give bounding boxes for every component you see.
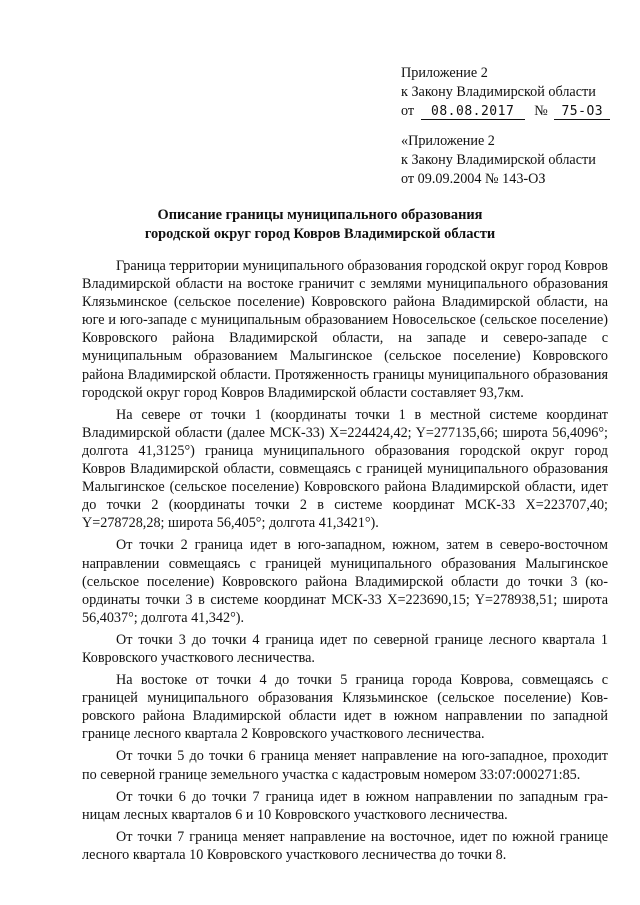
handwritten-date: 08.08.2017 <box>421 104 525 120</box>
paragraph: От точки 5 до точки 6 граница меняет направление на юго-западное, проходит по северной границе земельного участка с кадастровым номером 33:07:000271:85. <box>82 748 608 783</box>
paragraph: От точки 6 до точки 7 граница идет в южном направлении по западным границам лесных кварталов 6 и 10 Ковровского участкового лесничества. <box>82 788 608 823</box>
paragraph: От точки 7 граница меняет направление на восточное, идет по южной границе лесного квартала 10 Ковровского участкового лесничества до точки 8. <box>82 828 608 863</box>
paragraph: От точки 2 граница идет в юго-западном, южном, затем в северо-восточном направлении совмещаясь с границей муниципального образования Малыгинское (сельское поселение) Ковровского района Владимирской области до точки 3 (координаты точки 3 в системе координат МСК-33 X=223690,15; Y=278938,51; широта 56,4037°; долгота 41,342°). <box>82 537 608 626</box>
appendix-original-line3: от 09.09.2004 № 143-ОЗ <box>401 171 546 187</box>
appendix-current-date-line <box>401 102 631 121</box>
date-prefix: от <box>401 103 415 119</box>
paragraph: На востоке от точки 4 до точки 5 граница города Коврова, совмещаясь с границей муниципального образования Клязьминское (сельское поселение) Ковровского района Владимирской области идет в южном направлении по западной границе лесного квартала 2 Ковровского участкового лесничества. <box>82 672 608 743</box>
paragraph: Граница территории муниципального образования городской округ город Ковров Владимирской области на востоке граничит с землями муниципального образования Клязьминское (сельское поселение) Ковровского района Владимирской области, на юге и юго-западе с муниципальным образованием Новосельское (сельское поселение) Ковровского района Владимирской области, на западе и северо-западе с муниципальным образованием Малыгинское (сельское поселение) Ковровского района Владимирской области. Протяженность границы муниципального образования городской округ город Ковров Владимирской области составляет 93,7км. <box>82 258 608 401</box>
handwritten-law-number: 75-ОЗ <box>554 104 610 120</box>
appendix-original-line1: «Приложение 2 <box>401 133 495 149</box>
appendix-current-block <box>401 64 631 121</box>
appendix-original-block <box>401 132 631 189</box>
document-title-line1: Описание границы муниципального образования <box>157 207 483 223</box>
paragraph: От точки 3 до точки 4 граница идет по северной границе лесного квартала 1 Ковровского участкового лесничества. <box>82 631 608 666</box>
document-title-line2: городской округ город Ковров Владимирской области <box>144 226 496 242</box>
document-title <box>80 206 560 244</box>
document-body <box>82 257 608 868</box>
appendix-current-line1: Приложение 2 <box>401 65 488 81</box>
appendix-current-line2: к Закону Владимирской области <box>401 84 596 100</box>
paragraph: На севере от точки 1 (координаты точки 1 в местной системе координат Владимирской области (далее МСК-33) X=224424,42; Y=277135,66; широта 56,4096°; долгота 41,3125°) граница муниципального образования городской округ город Ковров Владимирской области, совмещаясь с границей муниципального образования Малыгинское (сельское поселение) Ковровского района Владимирской области, идет до точки 2 (координаты точки 2 в системе координат МСК-33 X=223707,40; Y=278728,28; широта 56,405°; долгота 41,3421°). <box>82 406 608 532</box>
appendix-original-line2: к Закону Владимирской области <box>401 152 596 168</box>
number-sign: № <box>534 103 548 119</box>
